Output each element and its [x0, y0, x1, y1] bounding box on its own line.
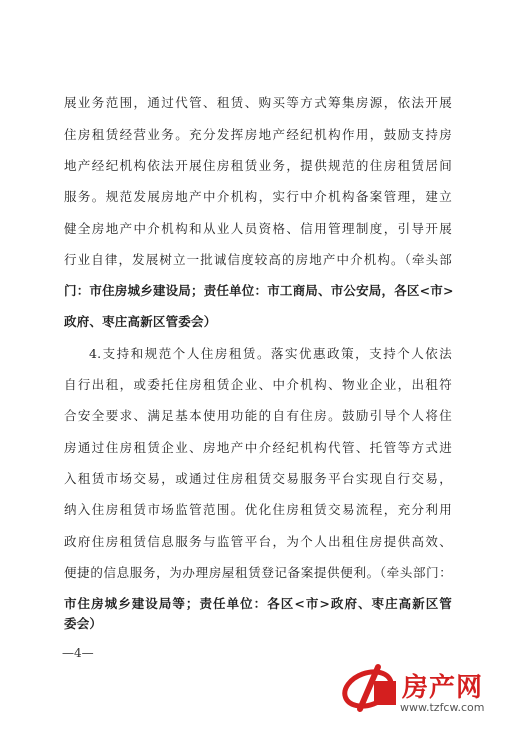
paragraph-line: 行业自律，发展树立一批诚信度较高的房地产中介机构。（牵头部 — [64, 252, 452, 267]
paragraph-line: 纳入住房租赁市场监管范围。优化住房租赁交易流程，充分利用 — [64, 502, 452, 517]
paragraph-line: 房通过住房租赁企业、房地产中介经纪机构代管、托管等方式进 — [64, 440, 452, 455]
paragraph-line: 合安全要求、满足基本使用功能的自有住房。鼓励引导个人将住 — [64, 408, 452, 423]
responsible-units-line: 门：市住房城乡建设局；责任单位：市工商局、市公安局，各区<市> — [64, 283, 454, 298]
paragraph-line: 自行出租，或委托住房租赁企业、中介机构、物业企业，出租符 — [64, 377, 452, 392]
paragraph-line: 服务。规范发展房地产中介机构，实行中介机构备案管理，建立 — [64, 189, 452, 204]
responsible-units-line: 政府、枣庄高新区管委会） — [64, 314, 217, 329]
paragraph-line: 住房租赁经营业务。充分发挥房地产经纪机构作用，鼓励支持房 — [64, 127, 452, 142]
paragraph-line: 政府住房租赁信息服务与监管平台，为个人出租住房提供高效、 — [64, 534, 452, 549]
paragraph-line: 健全房地产中介机构和从业人员资格、信用管理制度，引导开展 — [64, 221, 452, 236]
responsible-units-line: 市住房城乡建设局等；责任单位：各区<市>政府、枣庄高新区管 — [64, 596, 452, 611]
site-watermark — [330, 659, 510, 719]
watermark-url[interactable]: www.tzfcw.com — [400, 701, 485, 714]
section-heading-4: 4.支持和规范个人住房租赁。落实优惠政策，支持个人依法 — [89, 346, 452, 361]
responsible-units-line: 委会） — [64, 616, 103, 631]
paragraph-line: 便捷的信息服务，为办理房屋租赁登记备案提供便利。（牵头部门： — [64, 565, 452, 580]
paragraph-line: 地产经纪机构依法开展住房租赁业务，提供规范的住房租赁居间 — [64, 158, 452, 173]
watermark-brand: 房产网 — [402, 673, 484, 703]
watermark-logo-icon — [338, 663, 402, 715]
paragraph-line: 入租赁市场交易，或通过住房租赁交易服务平台实现自行交易， — [64, 471, 452, 486]
page-number: —4— — [62, 646, 94, 660]
paragraph-line: 展业务范围，通过代管、租赁、购买等方式筹集房源，依法开展 — [64, 95, 452, 110]
